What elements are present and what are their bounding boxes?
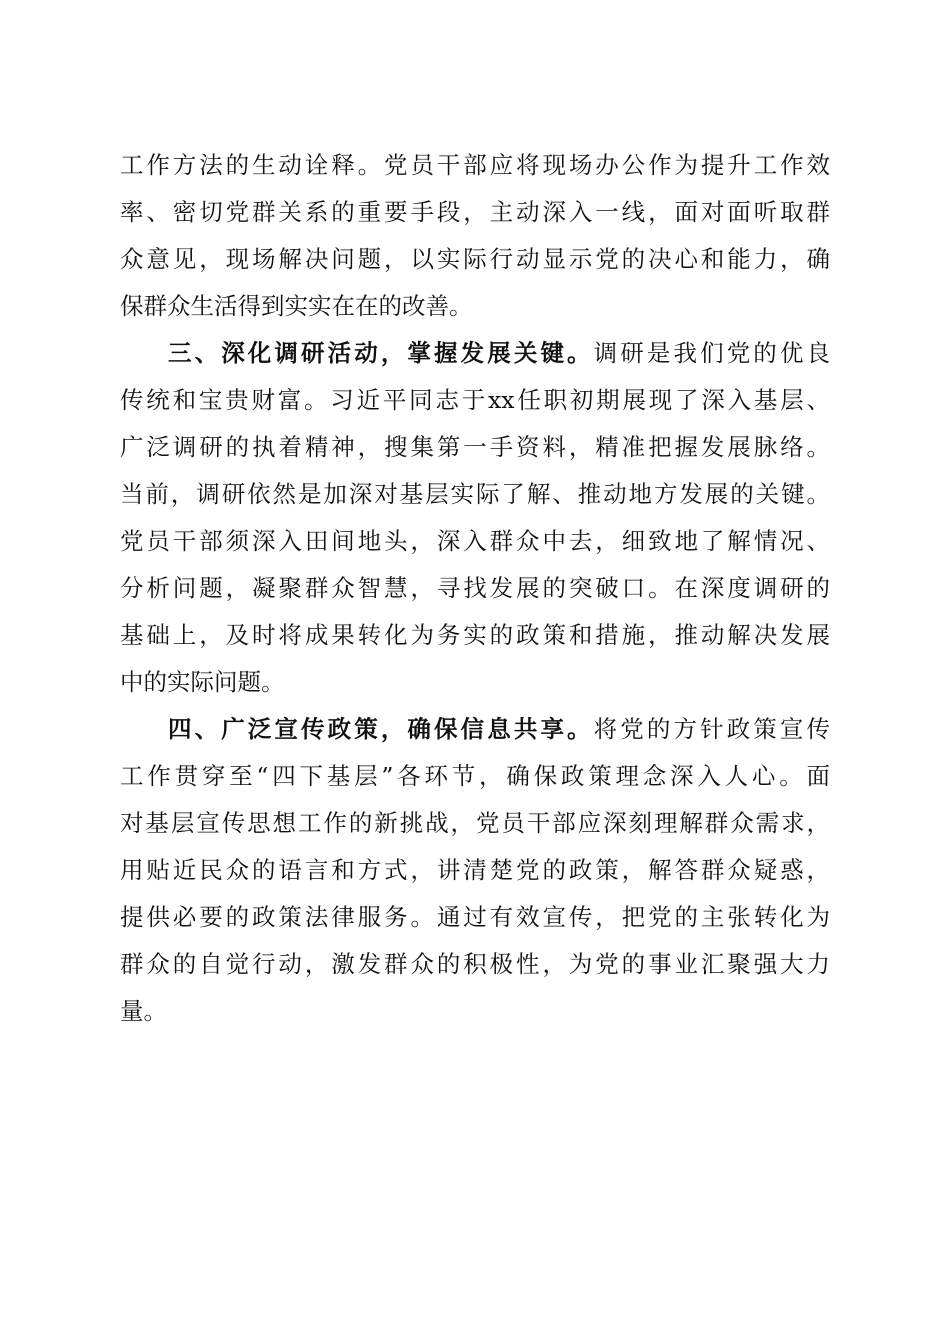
text-line: 量。 xyxy=(120,997,167,1025)
text-line: 提供必要的政策法律服务。通过有效宣传，把党的主张转化为 xyxy=(120,903,830,931)
text-line: 群众的自觉行动，激发群众的积极性，为党的事业汇聚强大力 xyxy=(120,950,830,978)
text-run: 将党的方针政策宣传 xyxy=(593,715,831,743)
text-line: 工作贯穿至“四下基层”各环节，确保政策理念深入人心。面 xyxy=(120,762,830,790)
text-line: 当前，调研依然是加深对基层实际了解、推动地方发展的关键。 xyxy=(120,480,830,508)
paragraph-1 xyxy=(120,142,830,330)
section-heading-3: 三、深化调研活动，掌握发展关键。 xyxy=(168,339,594,367)
text-line: 工作方法的生动诠释。党员干部应将现场办公作为提升工作效 xyxy=(120,151,830,179)
text-line: 众意见，现场解决问题，以实际行动显示党的决心和能力，确 xyxy=(120,245,830,273)
text-line: 中的实际问题。 xyxy=(120,668,285,696)
text-line: 保群众生活得到实实在在的改善。 xyxy=(120,292,473,320)
text-line: 用贴近民众的语言和方式，讲清楚党的政策，解答群众疑惑， xyxy=(120,856,830,884)
text-line: 对基层宣传思想工作的新挑战，党员干部应深刻理解群众需求， xyxy=(120,809,830,837)
section-heading-4: 四、广泛宣传政策，确保信息共享。 xyxy=(168,715,594,743)
text-line: 党员干部须深入田间地头，深入群众中去，细致地了解情况、 xyxy=(120,527,830,555)
text-line: 广泛调研的执着精神，搜集第一手资料，精准把握发展脉络。 xyxy=(120,433,830,461)
document-body xyxy=(120,142,830,1035)
text-line: 传统和宝贵财富。习近平同志于xx任职初期展现了深入基层、 xyxy=(120,386,830,414)
paragraph-3 xyxy=(120,706,830,1035)
text-run: 调研是我们党的优良 xyxy=(593,339,831,367)
text-line xyxy=(120,330,830,377)
text-line: 基础上，及时将成果转化为务实的政策和措施，推动解决发展 xyxy=(120,621,830,649)
text-line: 分析问题，凝聚群众智慧，寻找发展的突破口。在深度调研的 xyxy=(120,574,830,602)
paragraph-2 xyxy=(120,330,830,706)
text-line xyxy=(120,706,830,753)
text-line: 率、密切党群关系的重要手段，主动深入一线，面对面听取群 xyxy=(120,198,830,226)
